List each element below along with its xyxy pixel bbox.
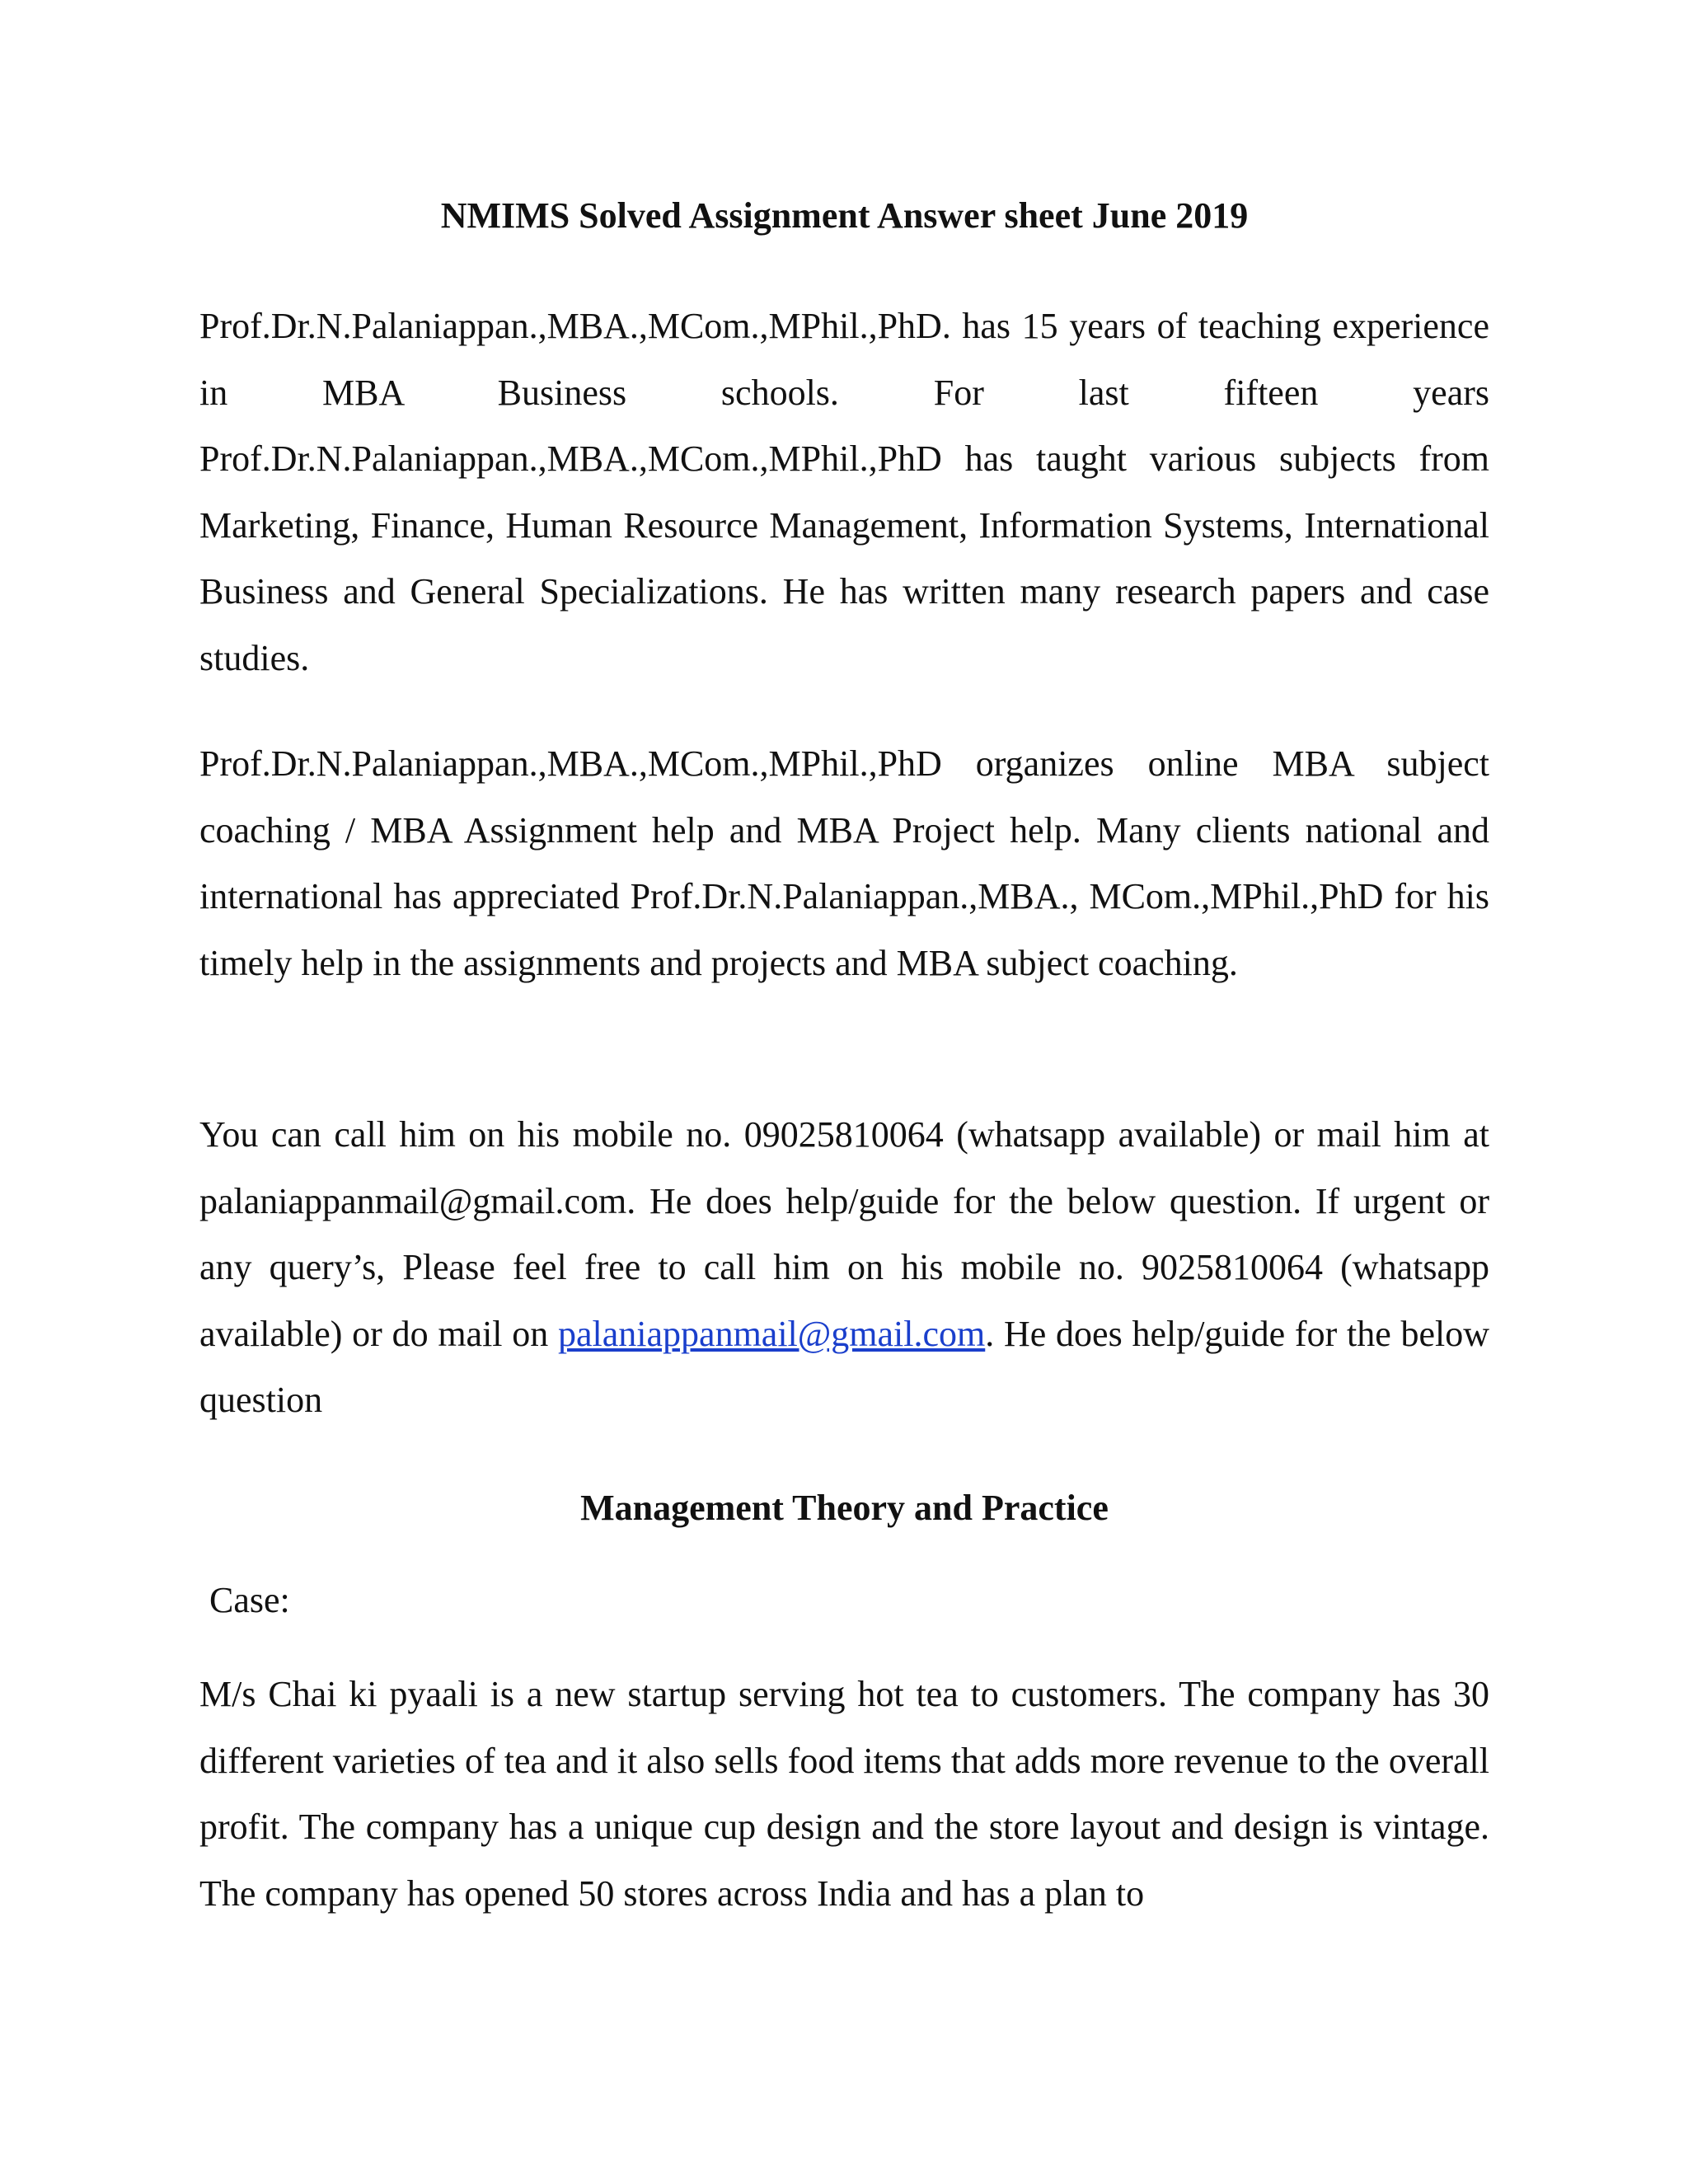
case-label: Case: (209, 1580, 290, 1620)
contact-paragraph (199, 1102, 1489, 1434)
services-paragraph: Prof.Dr.N.Palaniappan.,MBA.,MCom.,MPhil.,PhD organizes online MBA subject coaching / MBA Assignment help and MBA Project help. Many clients national and international has appreciated Prof.Dr.N.Palaniappan.,MBA., MCom.,MPhil.,PhD for his timely help in the assignments and projects and MBA subject coaching. (199, 743, 1489, 983)
intro-paragraph: Prof.Dr.N.Palaniappan.,MBA.,MCom.,MPhil.,PhD. has 15 years of teaching experience in MBA Business schools. For last fifteen years Prof.Dr.N.Palaniappan.,MBA.,MCom.,MPhil.,PhD has taught various subjects from Marketing, Finance, Human Resource Management, Information Systems, International Business and General Specializations. He has written many research papers and case studies. (199, 306, 1489, 678)
contact-text-start: You can call him on his mobile no. 09025810064 (whatsapp available) or mail him at palaniappanmail@gmail.com. He does help/guide for the below question. If urgent or any query’s, Please feel free to call him on his mobile no. 9025810064 (whatsapp available) or do mail on (199, 1114, 1489, 1354)
document-title: NMIMS Solved Assignment Answer sheet June 2019 (440, 195, 1249, 236)
contact-text-end: . He does help/guide for the below question (199, 1313, 1489, 1420)
case-paragraph: M/s Chai ki pyaali is a new startup serving hot tea to customers. The company has 30 different varieties of tea and it also sells food items that adds more revenue to the overall profit. The company has a unique cup design and the store layout and design is vintage. The company has opened 50 stores across India and has a plan to (199, 1674, 1489, 1914)
email-link[interactable]: palaniappanmail@gmail.com (558, 1313, 986, 1354)
section-heading: Management Theory and Practice (580, 1488, 1109, 1528)
